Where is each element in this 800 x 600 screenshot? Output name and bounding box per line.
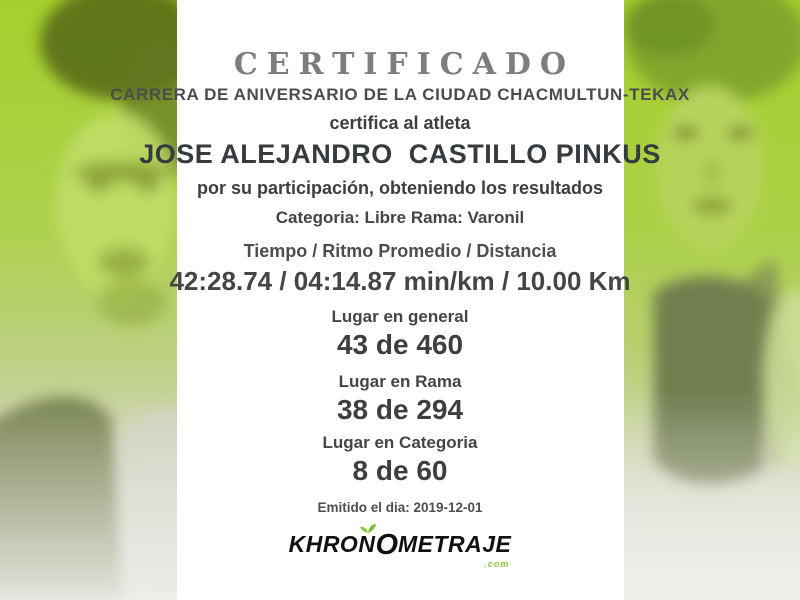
placing-categoria [0, 434, 800, 486]
participation-line: por su participación, obteniendo los resultados [196, 178, 604, 198]
placing-general-value: 43 de 460 [336, 328, 464, 360]
logo-o: O [375, 529, 398, 561]
logo-tld: .com [484, 559, 510, 569]
placing-categoria-label: Lugar en Categoria [322, 433, 478, 452]
placing-rama-label: Lugar en Rama [338, 372, 462, 391]
certifies-label: certifica al atleta [329, 113, 471, 133]
category-line: Categoria: Libre Rama: Varonil [275, 208, 525, 227]
metrics-label: Tiempo / Ritmo Promedio / Distancia [243, 241, 557, 261]
issued-date-line: Emitido el dia: 2019-12-01 [317, 500, 483, 515]
logo-prefix: KHRON [288, 531, 376, 557]
placing-general-label: Lugar en general [331, 307, 469, 326]
event-name: CARRERA DE ANIVERSARIO DE LA CIUDAD CHACMULTUN-TEKAX [110, 85, 690, 104]
logo-suffix: METRAJE [398, 531, 512, 557]
placing-rama [0, 373, 800, 425]
placing-categoria-value: 8 de 60 [352, 454, 448, 486]
placing-general [0, 308, 800, 360]
leaf-icon [360, 522, 376, 534]
placing-rama-value: 38 de 294 [336, 393, 464, 425]
khronometraje-logo [288, 529, 512, 569]
athlete-name: JOSE ALEJANDRO CASTILLO PINKUS [139, 139, 661, 169]
metrics-value: 42:28.74 / 04:14.87 min/km / 10.00 Km [169, 266, 631, 296]
certificate-title: CERTIFICADO [233, 47, 576, 82]
logo-line [0, 529, 800, 569]
